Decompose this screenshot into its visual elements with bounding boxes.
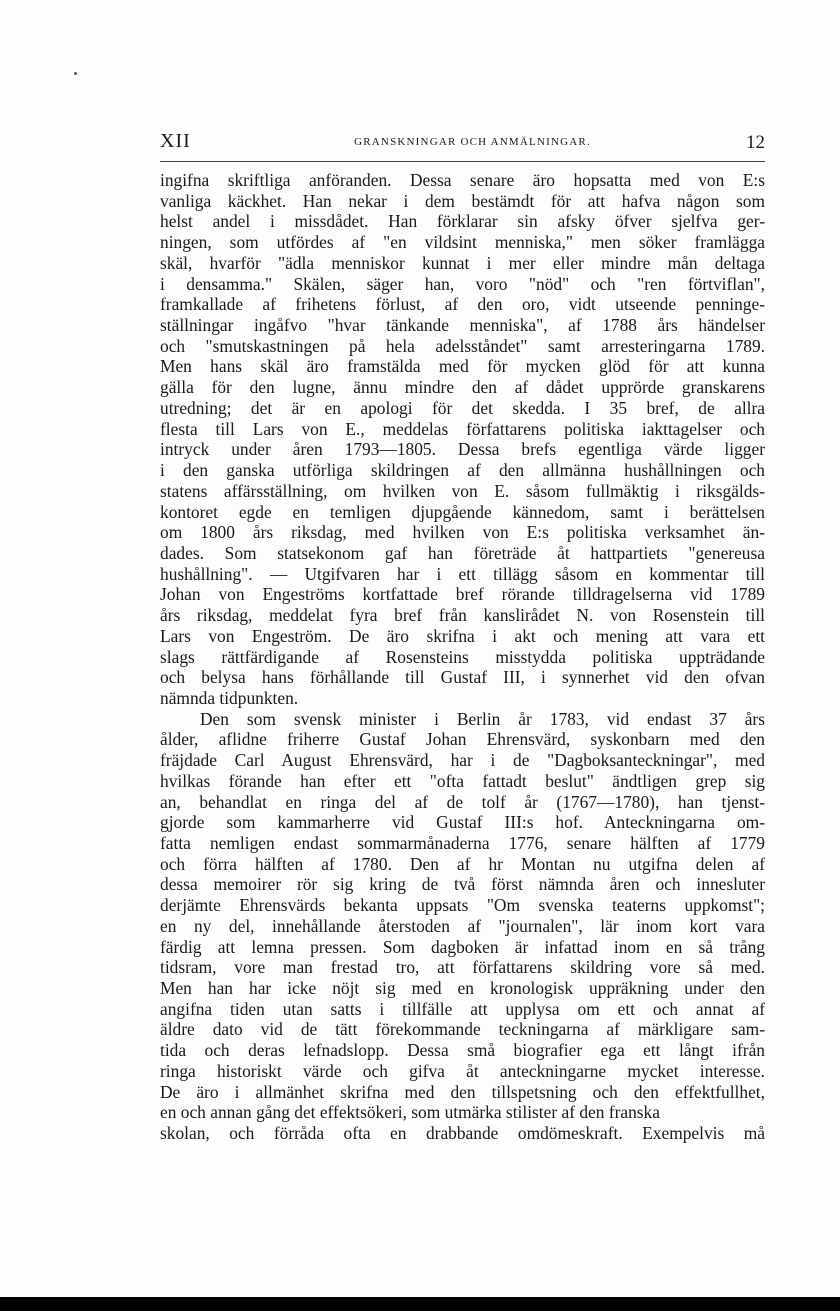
text-line: helst andel i missdådet. Han förklarar sin afsky öfver sjelfva ger- (160, 211, 765, 232)
scan-speck (74, 72, 77, 75)
running-title: GRANSKNINGAR OCH ANMÄLNINGAR. (354, 136, 591, 148)
text-line: äldre dato vid de tätt förekommande teckningarna af märkligare sam- (160, 1019, 765, 1040)
text-line: gälla för den lugne, ännu mindre den af dådet upprörde granskarens (160, 377, 765, 398)
section-numeral: XII (160, 130, 191, 152)
text-line: ringa historiskt värde och gifva åt anteckningarne mycket interesse. (160, 1060, 765, 1081)
text-line: och belysa hans förhållande till Gustaf III, i synnerhet vid den ofvan (160, 667, 765, 688)
scan-border (0, 1297, 840, 1311)
text-line: nämnda tidpunkten. (160, 687, 299, 708)
text-line: och "smutskastningen på hela adelsståndet" samt arresteringarna 1789. (160, 335, 765, 356)
page-header (160, 130, 765, 154)
text-line: derjämte Ehrensvärds bekanta uppsats "Om svenska teaterns uppkomst"; (160, 895, 765, 916)
text-line: framkallade af frihetens förlust, af den oro, vidt utseende penninge- (160, 294, 765, 315)
text-line: fräjdade Carl August Ehrensvärd, har i de "Dagboksanteckningar", med (160, 750, 765, 771)
text-line: i densamma." Skälen, säger han, voro "nöd" och "ren förtviflan", (160, 273, 765, 294)
text-line: Men hans skäl äro framstälda med för mycken glöd för att kunna (160, 356, 765, 377)
text-line: en ny del, innehållande återstoden af "journalen", lär inom kort vara (160, 915, 765, 936)
header-rule (160, 161, 765, 162)
text-line: fatta nemligen endast sommarmånaderna 1776, senare hälften af 1779 (160, 833, 765, 853)
text-line: statens affärsställning, om hvilken von E. såsom fullmäktig i riksgälds- (160, 480, 765, 501)
body-text (160, 170, 765, 1144)
text-line: om 1800 års riksdag, med hvilken von E:s politiska verksamhet än- (160, 522, 765, 543)
text-line: gjorde som kammarherre vid Gustaf III:s hof. Anteckningarna om- (160, 812, 765, 833)
text-line: dessa memoirer rör sig kring de två först nämnda åren och innesluter (160, 874, 765, 895)
text-line: tida och deras lefnadslopp. Dessa små biografier ega ett långt ifrån (160, 1040, 765, 1061)
text-line: skolan, och förråda ofta en drabbande omdömeskraft. Exempelvis må (160, 1123, 765, 1144)
text-line: intryck under åren 1793—1805. Dessa brefs egentliga värde ligger (160, 439, 765, 460)
text-line: hushållning". — Utgifvaren har i ett tillägg såsom en kommentar till (160, 563, 765, 584)
text-line: slags rättfärdigande af Rosensteins misstydda politiska uppträdande (160, 646, 765, 667)
text-line: tidsram, vore man frestad tro, att författarens skildring vore så med. (160, 957, 765, 978)
text-line: vanliga käckhet. Han nekar i dem bestämdt för att hafva någon som (160, 190, 765, 211)
text-line: i den ganska utförliga skildringen af den allmänna hushållningen och (160, 460, 765, 481)
text-line: ingifna skriftliga anföranden. Dessa senare äro hopsatta med von E:s (160, 170, 765, 190)
text-line: utredning; det är en apologi för det skedda. I 35 bref, de allra (160, 397, 765, 418)
text-line: flesta till Lars von E., meddelas författarens politiska iakttagelser och (160, 418, 765, 439)
text-line: Lars von Engeström. De äro skrifna i akt och mening att vara ett (160, 625, 765, 646)
text-line: Men han har icke nöjt sig med en kronologisk uppräkning under den (160, 978, 765, 999)
page-number: 12 (746, 132, 765, 153)
text-line: och förra hälften af 1780. Den af hr Montan nu utgifna delen af (160, 853, 765, 874)
text-line: an, behandlat en ringa del af de tolf år (1767—1780), han tjenst- (160, 791, 765, 812)
text-line: ålder, aflidne friherre Gustaf Johan Ehrensvärd, syskonbarn med den (160, 729, 765, 750)
text-line: ningen, som utfördes af "en vildsint menniska," men söker framlägga (160, 232, 765, 253)
text-line: De äro i allmänhet skrifna med den tillspetsning och den effektfullhet, (160, 1081, 765, 1102)
text-line: Den som svensk minister i Berlin år 1783, vid endast 37 års (200, 708, 765, 729)
text-line: dades. Som statsekonom gaf han företräde åt hattpartiets "genereusa (160, 542, 765, 563)
text-line: Johan von Engeströms kortfattade bref rörande tilldragelserna vid 1789 (160, 584, 765, 605)
text-line: hvilkas förande han efter ett "ofta fattadt beslut" ändtligen grep sig (160, 770, 765, 791)
text-line: ställningar ingåfvo "hvar tänkande menniska", af 1788 års händelser (160, 315, 765, 336)
text-line: färdig att lemna pressen. Som dagboken är infattad inom en så trång (160, 936, 765, 957)
text-line: skäl, hvarför "ädla menniskor kunnat i mer eller mindre mån deltaga (160, 252, 765, 273)
text-line: angifna tiden utan satts i tillfälle att upplysa om ett och annat af (160, 998, 765, 1019)
text-line: kontoret egde en temligen djupgående kännedom, samt i berättelsen (160, 501, 765, 522)
text-line: års riksdag, meddelat fyra bref från kanslirådet N. von Rosenstein till (160, 605, 765, 626)
text-line: en och annan gång det effektsökeri, som utmärka stilister af den franska (160, 1102, 660, 1123)
